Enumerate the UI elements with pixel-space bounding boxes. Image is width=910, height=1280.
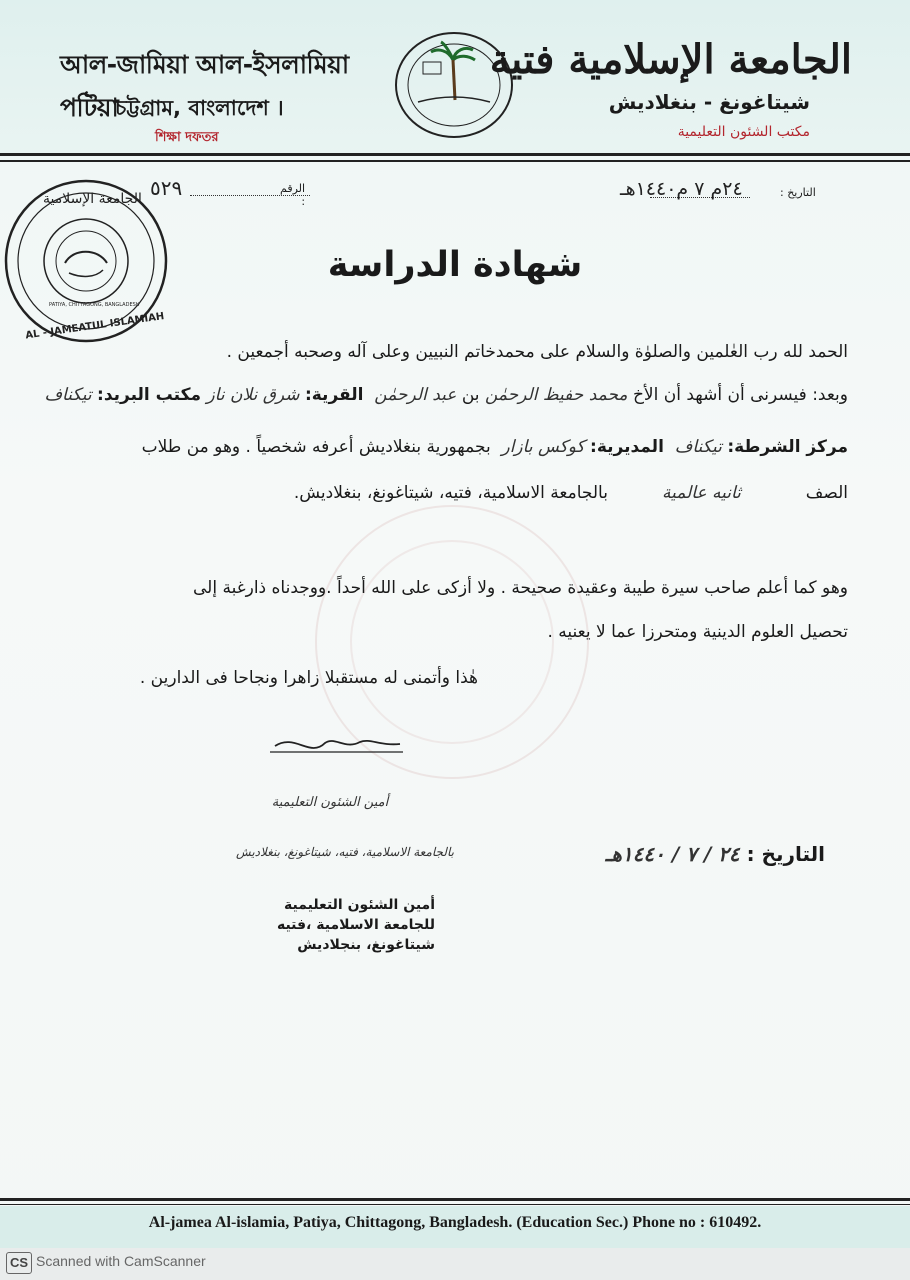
body-line-3: [142, 437, 848, 457]
body-line-7: هٰذا وأتمنى له مستقبلا زاهرا ونجاحا فى الدارين .: [139, 668, 478, 688]
class-value: ثانيه عالمية: [662, 483, 741, 503]
header-divider-thin: [0, 160, 910, 162]
text-fragment: بالجامعة الاسلامية، فتيه، شيتاغونغ، بنغلاديش.: [293, 483, 608, 503]
signatory-address: بالجامعة الاسلامية، فتيه، شيتاغونغ، بنغلاديش: [236, 845, 454, 859]
body-line-5: وهو كما أعلم صاحب سيرة طيبة وعقيدة صحيحة . ولا أزكى على الله أحداً .ووجدناه ذارغبة إلى: [193, 578, 848, 598]
father-name: عبد الرحمٰن: [374, 385, 457, 405]
institution-location-arabic: شيتاغونغ - بنغلاديش: [608, 90, 810, 114]
dotted-line: [650, 197, 750, 198]
institution-location-bengali: চট্টগ্রাম, বাংলাদেশ ।: [115, 96, 284, 120]
closing-date-label: التاريخ :: [746, 842, 825, 866]
footer-divider: [0, 1198, 910, 1201]
text-fragment: وبعد: فيسرنى أن أشهد أن الأخ: [632, 385, 848, 405]
stamp-line-3: شيتاغونغ، بنجلاديش: [297, 937, 435, 953]
scanner-credit: Scanned with CamScanner: [36, 1253, 206, 1269]
issue-date-value: ٢٤م ٧ م١٤٤٠هـ: [620, 178, 743, 200]
closing-date: [575, 842, 825, 866]
body-line-1: الحمد لله رب العٰلمين والصلوٰة والسلام على محمدخاتم النبيين وعلى آله وصحبه أجمعين .: [226, 342, 848, 362]
text-fragment: بن: [461, 385, 480, 405]
police-station-label: مركز الشرطة:: [727, 437, 848, 457]
signatory-title: أمين الشئون التعليمية: [271, 795, 389, 810]
certificate-title: شهادة الدراسة: [327, 245, 583, 285]
student-name: محمد حفيظ الرحمٰن: [484, 385, 628, 405]
class-label: الصف: [805, 483, 848, 503]
watermark-seal-inner: [350, 540, 554, 744]
office-name-arabic: مكتب الشئون التعليمية: [677, 124, 810, 140]
reference-label: الرقم :: [280, 182, 306, 208]
district-value: كوكس بازار: [501, 437, 585, 457]
footer-address: Al-jamea Al-islamia, Patiya, Chittagong, Bangladesh. (Education Sec.) Phone no : 610492.: [148, 1214, 762, 1231]
body-line-6: تحصيل العلوم الدينية ومتحرزا عما لا يعنيه .: [547, 622, 848, 642]
body-line-2: [44, 385, 848, 405]
office-name-bengali: শিক্ষা দফতর: [155, 130, 219, 145]
police-station-value: تيكناف: [674, 437, 722, 457]
seal-ring-inner: PATIYA, CHITTAGONG, BANGLADESH: [49, 302, 140, 308]
office-stamp: [260, 895, 435, 955]
institution-name-bengali: আল-জামিয়া আল-ইসলামিয়া পটিয়া: [60, 50, 349, 122]
post-office-label: مكتب البريد:: [97, 385, 202, 405]
stamp-line-1: أمين الشئون التعليمية: [284, 897, 435, 913]
district-label: المديرية:: [590, 437, 664, 457]
seal-ring-top: الجامعة الإسلامية: [43, 191, 142, 207]
text-fragment: بجمهورية بنغلاديش أعرفه شخصياً . وهو من طلاب: [141, 437, 491, 457]
post-office-value: تيكناف: [44, 385, 92, 405]
camscanner-icon: CS: [6, 1252, 32, 1274]
closing-date-value: ٢٤ / ٧ / ١٤٤٠هـ: [605, 842, 740, 866]
issue-date-label: التاريخ :: [780, 186, 816, 199]
signature: [265, 728, 405, 758]
reference-number: ٥٢٩: [150, 176, 183, 200]
village-value: شرق نلان ناز: [206, 385, 300, 405]
seal-ring-bottom: AL - JAMEATUL ISLAMIAH: [24, 311, 165, 342]
body-line-4: [294, 483, 848, 503]
header-divider: [0, 153, 910, 156]
village-label: القرية:: [304, 385, 364, 405]
institution-name-arabic: الجامعة الإسلامية فتية: [489, 36, 852, 83]
stamp-line-2: للجامعة الاسلامية ،فتيه: [276, 917, 435, 933]
circular-seal: [3, 178, 169, 344]
footer-divider-thin: [0, 1204, 910, 1205]
